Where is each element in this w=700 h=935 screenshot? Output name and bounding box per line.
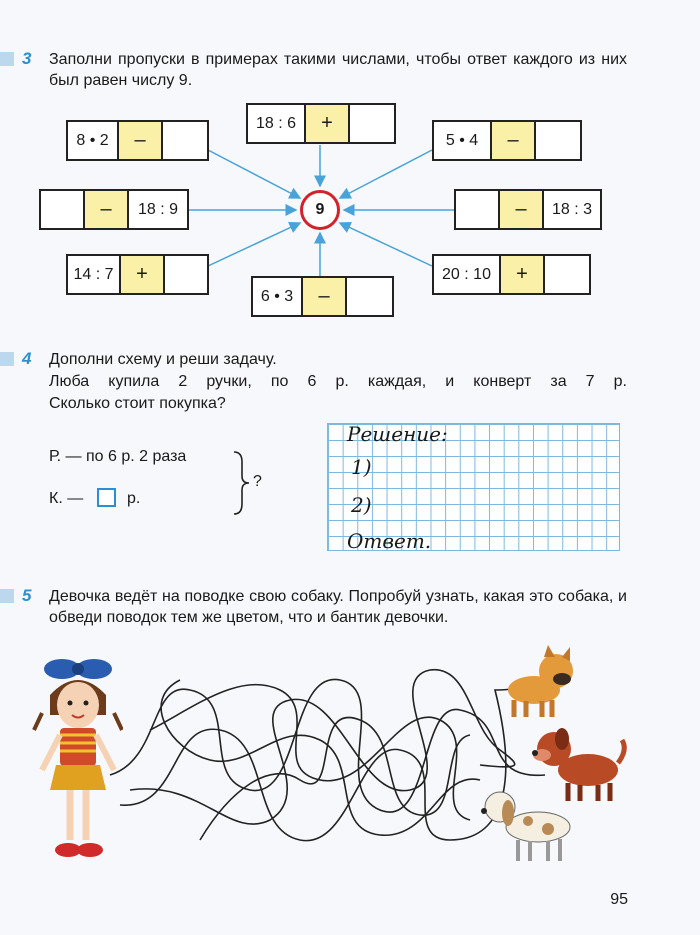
dog-3-illustration[interactable] — [472, 785, 582, 865]
operator: – — [119, 122, 163, 159]
operator: + — [121, 256, 165, 293]
equation-box — [454, 189, 602, 230]
girl-illustration — [28, 655, 123, 865]
step-1-label: 1) — [351, 455, 372, 479]
operand: 20 : 10 — [434, 256, 501, 293]
operator: + — [501, 256, 545, 293]
arrow — [340, 223, 432, 266]
scheme-row-envelope-suffix: р. — [127, 490, 141, 507]
solution-label: Решение: — [347, 422, 448, 446]
step-2-label: 2) — [351, 493, 372, 517]
task-3-text: Заполни пропуски в примерах такими числами, чтобы ответ каждого из них был равен числу 9. — [49, 51, 627, 89]
task-5-number: 5 — [22, 586, 32, 605]
blank-input[interactable] — [456, 191, 500, 228]
blank-input[interactable] — [41, 191, 85, 228]
blank-input[interactable] — [347, 278, 392, 315]
blank-input[interactable] — [163, 122, 207, 159]
arrow — [340, 150, 432, 198]
arrow — [208, 223, 300, 266]
task-marker — [0, 589, 14, 603]
answer-label: Ответ. — [347, 529, 432, 553]
task-5-text: Девочка ведёт на поводке свою собаку. Попробуй узнать, какая это собака, и обведи поводок тем же цветом, что и бантик девочки. — [49, 588, 627, 626]
operator: – — [500, 191, 544, 228]
equation-box — [66, 120, 209, 161]
operand: 18 : 9 — [137, 200, 179, 218]
dog-1-illustration[interactable] — [500, 645, 580, 720]
operand: 8 • 2 — [68, 122, 119, 159]
operator: – — [85, 191, 129, 228]
equation-box — [251, 276, 394, 317]
equation-box — [432, 254, 591, 295]
equation-box — [246, 103, 396, 144]
task-4-line-3: Сколько стоит покупка? — [49, 395, 226, 412]
operand: 18 : 3 — [551, 200, 593, 218]
operator: + — [306, 105, 350, 142]
center-answer-circle: 9 — [300, 190, 340, 230]
operand: 18 : 6 — [248, 105, 306, 142]
blank-input[interactable] — [97, 488, 116, 507]
operator: – — [492, 122, 536, 159]
arrow — [208, 150, 300, 198]
blank-input[interactable] — [536, 122, 580, 159]
question-mark: ? — [253, 473, 262, 490]
equation-box — [39, 189, 189, 230]
scheme-row-envelope-prefix: К. — — [49, 490, 84, 507]
task-marker — [0, 352, 14, 366]
equation-box — [432, 120, 582, 161]
blank-input[interactable] — [350, 105, 394, 142]
bow-icon — [44, 659, 112, 679]
task-4-line-1: Дополни схему и реши задачу. — [49, 351, 277, 368]
operand: 6 • 3 — [253, 278, 303, 315]
blank-input[interactable] — [165, 256, 207, 293]
task-4-number: 4 — [22, 349, 32, 368]
page-number: 95 — [610, 891, 628, 908]
operand: 5 • 4 — [434, 122, 492, 159]
equation-box — [66, 254, 209, 295]
task-3-number: 3 — [22, 49, 32, 68]
brace-icon — [230, 450, 252, 516]
operator: – — [303, 278, 347, 315]
scheme-row-pens: Р. — по 6 р. 2 раза — [49, 448, 187, 465]
operand: 14 : 7 — [68, 256, 121, 293]
blank-input[interactable] — [545, 256, 589, 293]
task-4-line-2: Люба купила 2 ручки, по 6 р. каждая, и конверт за 7 р. — [49, 373, 627, 390]
